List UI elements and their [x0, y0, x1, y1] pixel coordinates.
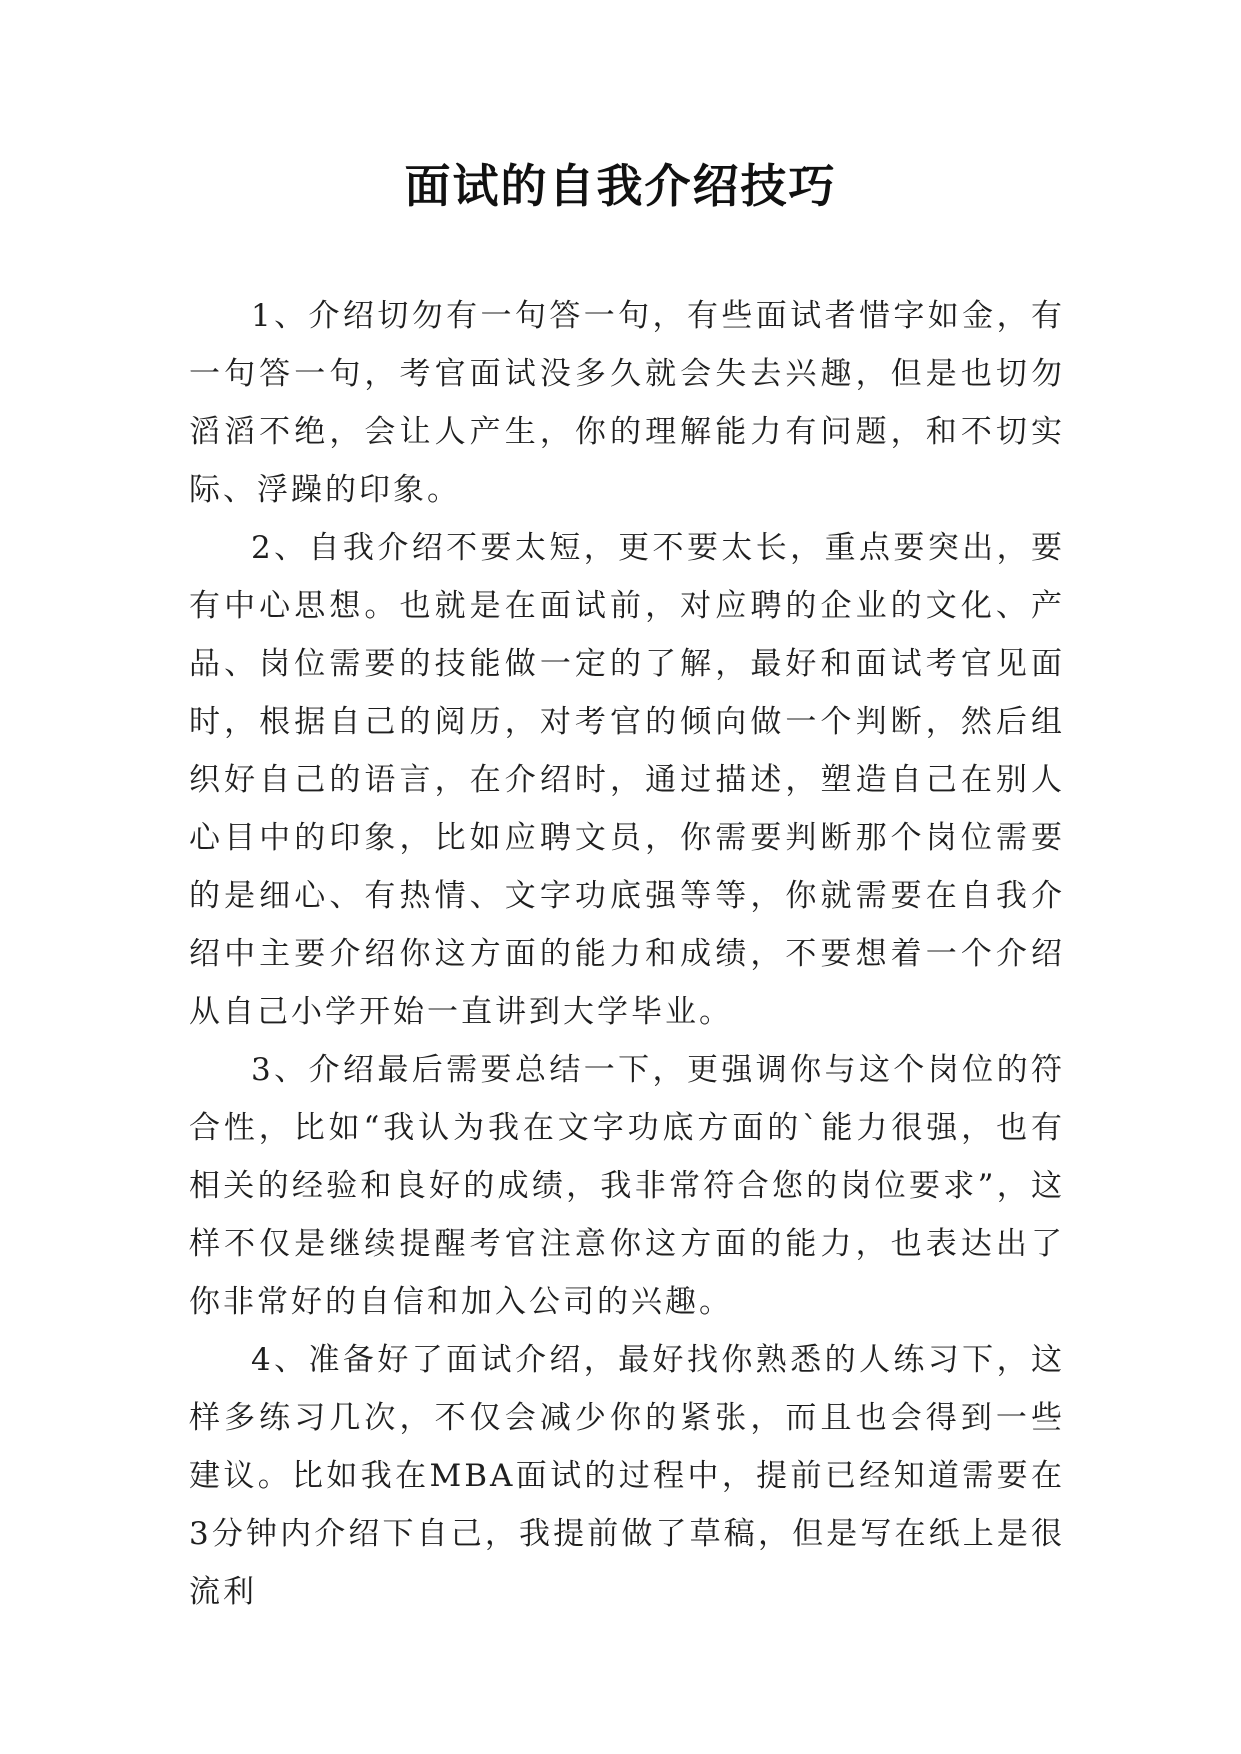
document-title: 面试的自我介绍技巧 [404, 159, 837, 213]
paragraph-3: 3、介绍最后需要总结一下，更强调你与这个岗位的符合性，比如“我认为我在文字功底方面的`能力很强，也有相关的经验和良好的成绩，我非常符合您的岗位要求”，这样不仅是继续提醒考官注意你这方面的能力，也表达出了你非常好的自信和加入公司的兴趣。 [189, 1052, 1065, 1320]
paragraph-2: 2、自我介绍不要太短，更不要太长，重点要突出，要有中心思想。也就是在面试前，对应聘的企业的文化、产品、岗位需要的技能做一定的了解，最好和面试考官见面时，根据自己的阅历，对考官的倾向做一个判断，然后组织好自己的语言，在介绍时，通过描述，塑造自己在别人心目中的印象，比如应聘文员，你需要判断那个岗位需要的是细心、有热情、文字功底强等等，你就需要在自我介绍中主要介绍你这方面的能力和成绩，不要想着一个介绍从自己小学开始一直讲到大学毕业。 [189, 530, 1065, 1030]
paragraph-4: 4、准备好了面试介绍，最好找你熟悉的人练习下，这样多练习几次，不仅会减少你的紧张，而且也会得到一些建议。比如我在MBA面试的过程中，提前已经知道需要在3分钟内介绍下自己，我提前做了草稿，但是写在纸上是很流利 [189, 1342, 1065, 1610]
paragraph-1: 1、介绍切勿有一句答一句，有些面试者惜字如金，有一句答一句，考官面试没多久就会失去兴趣，但是也切勿滔滔不绝，会让人产生，你的理解能力有问题，和不切实际、浮躁的印象。 [189, 298, 1065, 508]
document-body [189, 287, 1065, 1621]
